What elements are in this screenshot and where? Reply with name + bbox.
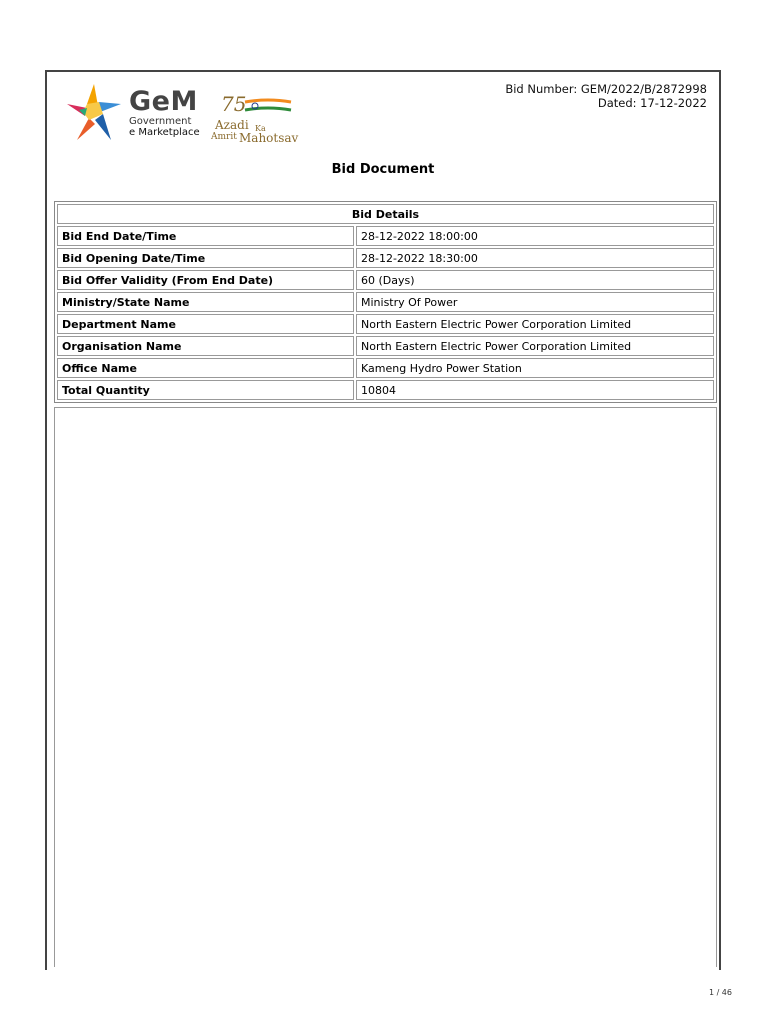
- document-page: [45, 70, 721, 970]
- row-label: Ministry/State Name: [57, 292, 354, 312]
- row-label: Bid Offer Validity (From End Date): [57, 270, 354, 290]
- page-number: 1 / 46: [708, 988, 732, 997]
- table-row: [57, 358, 714, 378]
- table-row: [57, 248, 714, 268]
- table-header-row: [57, 204, 714, 224]
- azadi-amrit: Amrit: [211, 132, 237, 142]
- row-value: Kameng Hydro Power Station: [356, 358, 714, 378]
- bid-dated: Dated: 17-12-2022: [597, 96, 707, 110]
- row-value: 28-12-2022 18:30:00: [356, 248, 714, 268]
- gem-subtitle-marketplace: e Marketplace: [129, 127, 200, 138]
- bid-details-table: [54, 201, 717, 403]
- azadi-75: 75: [221, 92, 247, 116]
- logo-area: [65, 82, 325, 152]
- row-label: Organisation Name: [57, 336, 354, 356]
- tricolour-stripes-icon: [243, 98, 293, 114]
- azadi-word: Azadi: [215, 118, 249, 132]
- table-row: [57, 314, 714, 334]
- bid-meta: [505, 82, 707, 110]
- table-row: [57, 226, 714, 246]
- row-value: 10804: [356, 380, 714, 400]
- row-value: North Eastern Electric Power Corporation Limited: [356, 314, 714, 334]
- table-row: [57, 292, 714, 312]
- table-row: [57, 336, 714, 356]
- gem-title: GeM: [129, 86, 198, 117]
- gem-wordmark: [129, 88, 200, 138]
- azadi-ka: Ka: [255, 124, 266, 133]
- bid-details-heading: Bid Details: [57, 204, 714, 224]
- row-value: 28-12-2022 18:00:00: [356, 226, 714, 246]
- row-label: Bid Opening Date/Time: [57, 248, 354, 268]
- gem-star-logo-icon: [65, 82, 123, 144]
- row-value: North Eastern Electric Power Corporation Limited: [356, 336, 714, 356]
- row-label: Total Quantity: [57, 380, 354, 400]
- table-row: [57, 380, 714, 400]
- row-label: Office Name: [57, 358, 354, 378]
- row-label: Bid End Date/Time: [57, 226, 354, 246]
- azadi-ka-amrit-mahotsav-logo: [211, 92, 321, 152]
- row-label: Department Name: [57, 314, 354, 334]
- bid-number: Bid Number: GEM/2022/B/2872998: [505, 82, 707, 96]
- table-row: [57, 270, 714, 290]
- row-value: 60 (Days): [356, 270, 714, 290]
- gem-subtitle-government: Government: [129, 116, 192, 127]
- row-value: Ministry Of Power: [356, 292, 714, 312]
- page-title: Bid Document: [331, 162, 435, 177]
- azadi-mahotsav: Mahotsav: [239, 131, 299, 145]
- content-area: [54, 407, 717, 967]
